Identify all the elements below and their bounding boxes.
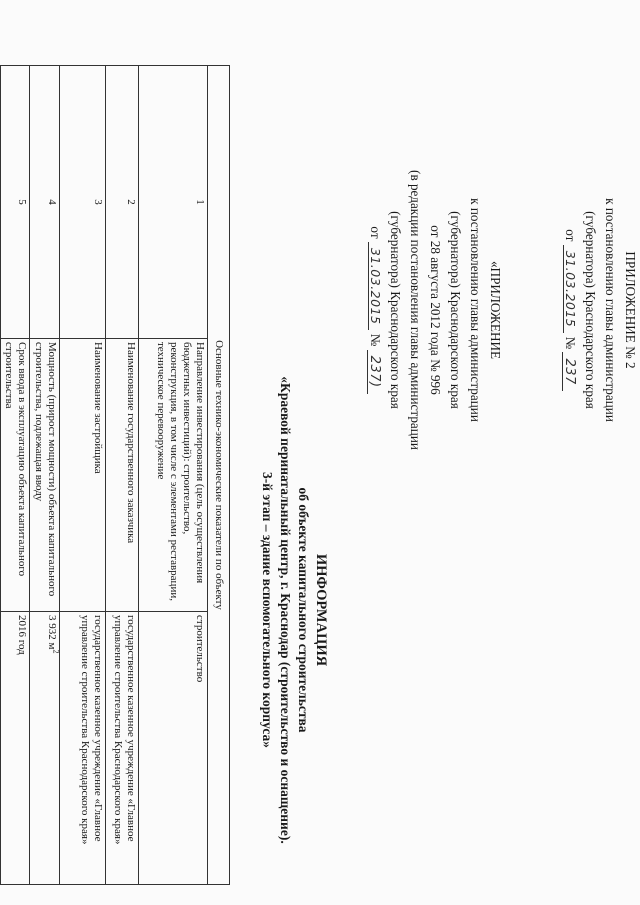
closing-paren: ) — [367, 382, 382, 388]
row-number: 3 — [60, 66, 106, 339]
row-value: государственное казенное учреждение «Главное управление строительства Краснодарского края» — [106, 612, 139, 885]
document-subtitle: об объекте капитального строительства — [296, 487, 311, 733]
table-row — [1, 66, 30, 885]
table-row — [30, 66, 60, 885]
number-prefix: № — [368, 333, 383, 347]
row-value: государственное казенное учреждение «Главное управление строительства Краснодарского края» — [60, 612, 106, 885]
row-value: 2016 год — [1, 612, 30, 885]
table-row — [106, 66, 139, 885]
annex-header-main — [365, 90, 505, 530]
annex-title: ПРИЛОЖЕНИЕ № 2 — [623, 251, 638, 369]
annex-title: «ПРИЛОЖЕНИЕ — [488, 260, 503, 360]
handwritten-date: 31.03.2015 — [563, 245, 577, 334]
indicators-table — [0, 65, 230, 885]
value-text: 3 932 м — [46, 615, 58, 650]
document-title: ИНФОРМАЦИЯ — [313, 553, 329, 667]
handwritten-number: 237 — [562, 352, 576, 390]
annex-date-line — [560, 90, 580, 530]
annex-line: к постановлению главы администрации — [603, 198, 618, 422]
handwritten-number-value: 237 — [367, 355, 382, 382]
annex-header-top — [560, 90, 640, 530]
row-name: Наименование государственного заказчика — [106, 339, 139, 612]
annex-line: (губернатора) Краснодарского края — [583, 211, 598, 409]
annex-line: (губернатора) Краснодарского края — [388, 211, 403, 409]
document-heading — [258, 330, 330, 890]
annex-line: (губернатора) Краснодарского края — [448, 211, 463, 409]
row-number: 1 — [139, 66, 208, 339]
table-row — [60, 66, 106, 885]
table-row — [139, 66, 208, 885]
row-name: Срок ввода в эксплуатацию объекта капитального строительства — [1, 339, 30, 612]
value-superscript: 2 — [51, 649, 61, 654]
date-prefix: от — [368, 226, 383, 239]
annex-line: (в редакции постановления главы администрации — [408, 170, 423, 450]
number-prefix: № — [563, 336, 578, 350]
row-name: Мощность (прирост мощности) объекта капитального строительства, подлежащая вводу — [30, 339, 60, 612]
object-stage: 3-й этап – здание вспомогательного корпуса» — [260, 472, 275, 748]
annex-line: от 28 августа 2012 года № 996 — [428, 225, 443, 395]
handwritten-number — [367, 350, 381, 394]
annex-line: к постановлению главы администрации — [468, 198, 483, 422]
row-name: Направление инвестирования (цель осуществления бюджетных инвестиций): строительство, реконструкция, в том числе с элементами реставрации, техническое перевооружение — [139, 339, 208, 612]
row-number: 4 — [30, 66, 60, 339]
date-prefix: от — [563, 229, 578, 242]
annex-date-line — [365, 90, 385, 530]
table-header: Основные технико-экономические показатели по объекту — [208, 66, 230, 885]
row-value — [30, 612, 60, 885]
object-name: «Краевой перинатальный центр, г. Краснодар (строительство и оснащение). — [278, 376, 293, 844]
handwritten-date: 31.03.2015 — [368, 242, 382, 331]
row-number: 5 — [1, 66, 30, 339]
row-number: 2 — [106, 66, 139, 339]
row-name: Наименование застройщика — [60, 339, 106, 612]
row-value: строительство — [139, 612, 208, 885]
